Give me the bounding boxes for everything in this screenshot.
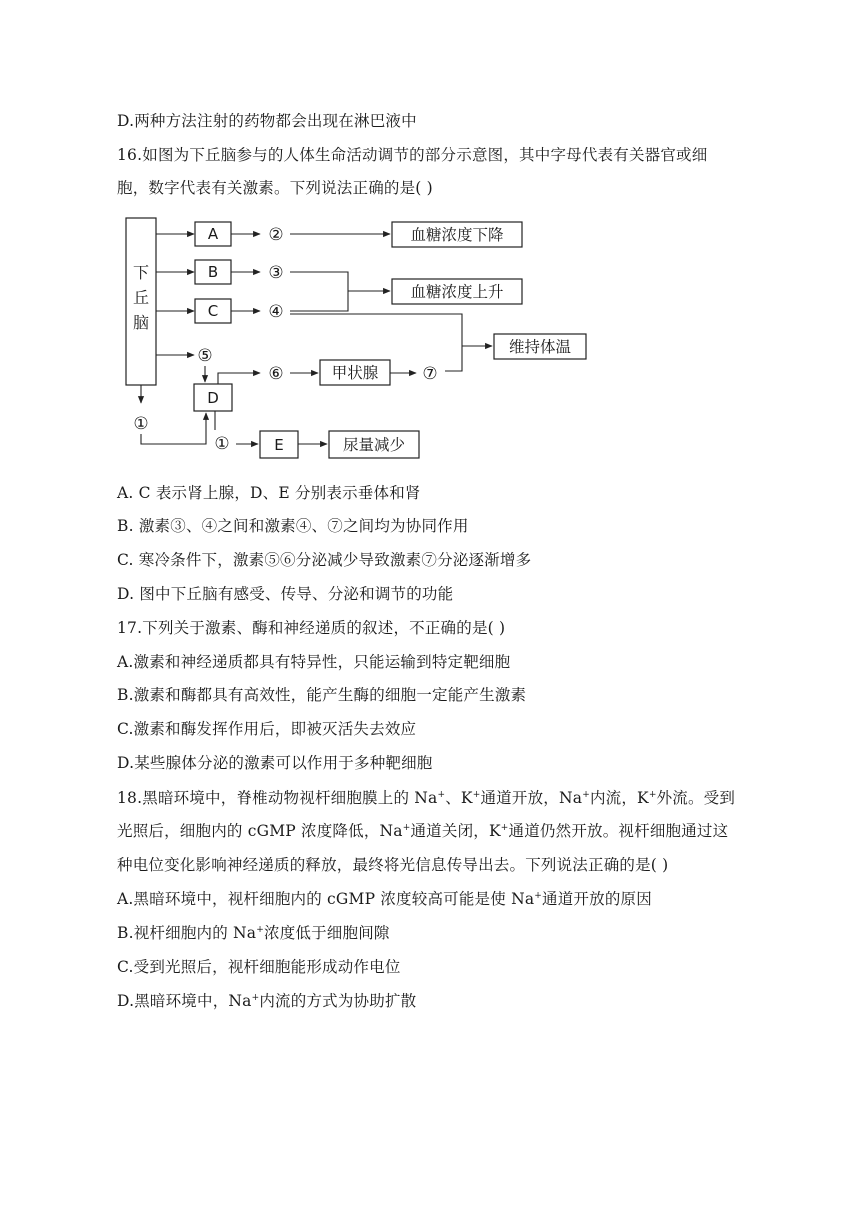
q17-option-b: B.激素和酶都具有高效性，能产生酶的细胞一定能产生激素 <box>117 686 527 704</box>
organ-label-a: A <box>207 225 219 243</box>
hormone-6: ⑥ <box>268 364 284 384</box>
hormone-5: ⑤ <box>197 346 213 366</box>
hormone-3: ③ <box>268 263 284 283</box>
q16-option-d: D. 图中下丘脑有感受、传导、分泌和调节的功能 <box>117 585 454 603</box>
q18-option-b: B.视杆细胞内的 Na+浓度低于细胞间隙 <box>117 924 390 942</box>
organ-label-b: B <box>207 263 219 281</box>
result-sugar-down: 血糖浓度下降 <box>410 226 504 244</box>
organ-label-c: C <box>207 302 219 320</box>
thyroid-label: 甲状腺 <box>331 364 379 382</box>
q15-option-d: D.两种方法注射的药物都会出现在淋巴液中 <box>117 112 417 130</box>
hypothalamus-char-3: 脑 <box>132 313 150 332</box>
q16-stem-line2: 胞，数字代表有关激素。下列说法正确的是( ) <box>117 179 433 197</box>
regulation-diagram <box>118 208 598 468</box>
q17-stem: 17.下列关于激素、酶和神经递质的叙述，不正确的是( ) <box>117 619 506 637</box>
result-sugar-up: 血糖浓度上升 <box>410 283 504 301</box>
q18-option-d: D.黑暗环境中，Na+内流的方式为协助扩散 <box>117 992 417 1010</box>
hormone-4: ④ <box>268 302 284 322</box>
q18-option-c: C.受到光照后，视杆细胞能形成动作电位 <box>117 958 401 976</box>
q17-option-a: A.激素和神经递质都具有特异性，只能运输到特定靶细胞 <box>117 653 511 671</box>
hypothalamus-char-2: 丘 <box>132 288 150 307</box>
q17-option-c: C.激素和酶发挥作用后，即被灭活失去效应 <box>117 720 417 738</box>
organ-label-e: E <box>274 436 284 454</box>
q18-stem-line3: 种电位变化影响神经递质的释放，最终将光信息传导出去。下列说法正确的是( ) <box>117 856 669 874</box>
hormone-1-release: ① <box>214 434 230 454</box>
q16-stem-line1: 16.如图为下丘脑参与的人体生命活动调节的部分示意图，其中字母代表有关器官或细 <box>117 146 708 164</box>
result-urine-less: 尿量减少 <box>342 436 406 454</box>
hypothalamus-char-1: 下 <box>132 263 150 282</box>
q18-option-a: A.黑暗环境中，视杆细胞内的 cGMP 浓度较高可能是使 Na+通道开放的原因 <box>117 890 652 908</box>
q18-stem-line2: 光照后，细胞内的 cGMP 浓度降低，Na+通道关闭，K+通道仍然开放。视杆细胞通过这 <box>117 822 729 840</box>
organ-label-d: D <box>207 389 219 407</box>
q16-option-a: A. C 表示肾上腺，D、E 分别表示垂体和肾 <box>117 484 421 502</box>
hormone-7: ⑦ <box>422 364 438 384</box>
result-body-temp: 维持体温 <box>508 338 572 356</box>
q17-option-d: D.某些腺体分泌的激素可以作用于多种靶细胞 <box>117 754 433 772</box>
q18-stem-line1: 18.黑暗环境中，脊椎动物视杆细胞膜上的 Na+、K+通道开放，Na+内流，K+外流。受到 <box>117 789 736 807</box>
q16-option-c: C. 寒冷条件下，激素⑤⑥分泌减少导致激素⑦分泌逐渐增多 <box>117 551 532 569</box>
hormone-2: ② <box>268 225 284 245</box>
hormone-1-left: ① <box>133 414 149 434</box>
q16-option-b: B. 激素③、④之间和激素④、⑦之间均为协同作用 <box>117 517 469 535</box>
